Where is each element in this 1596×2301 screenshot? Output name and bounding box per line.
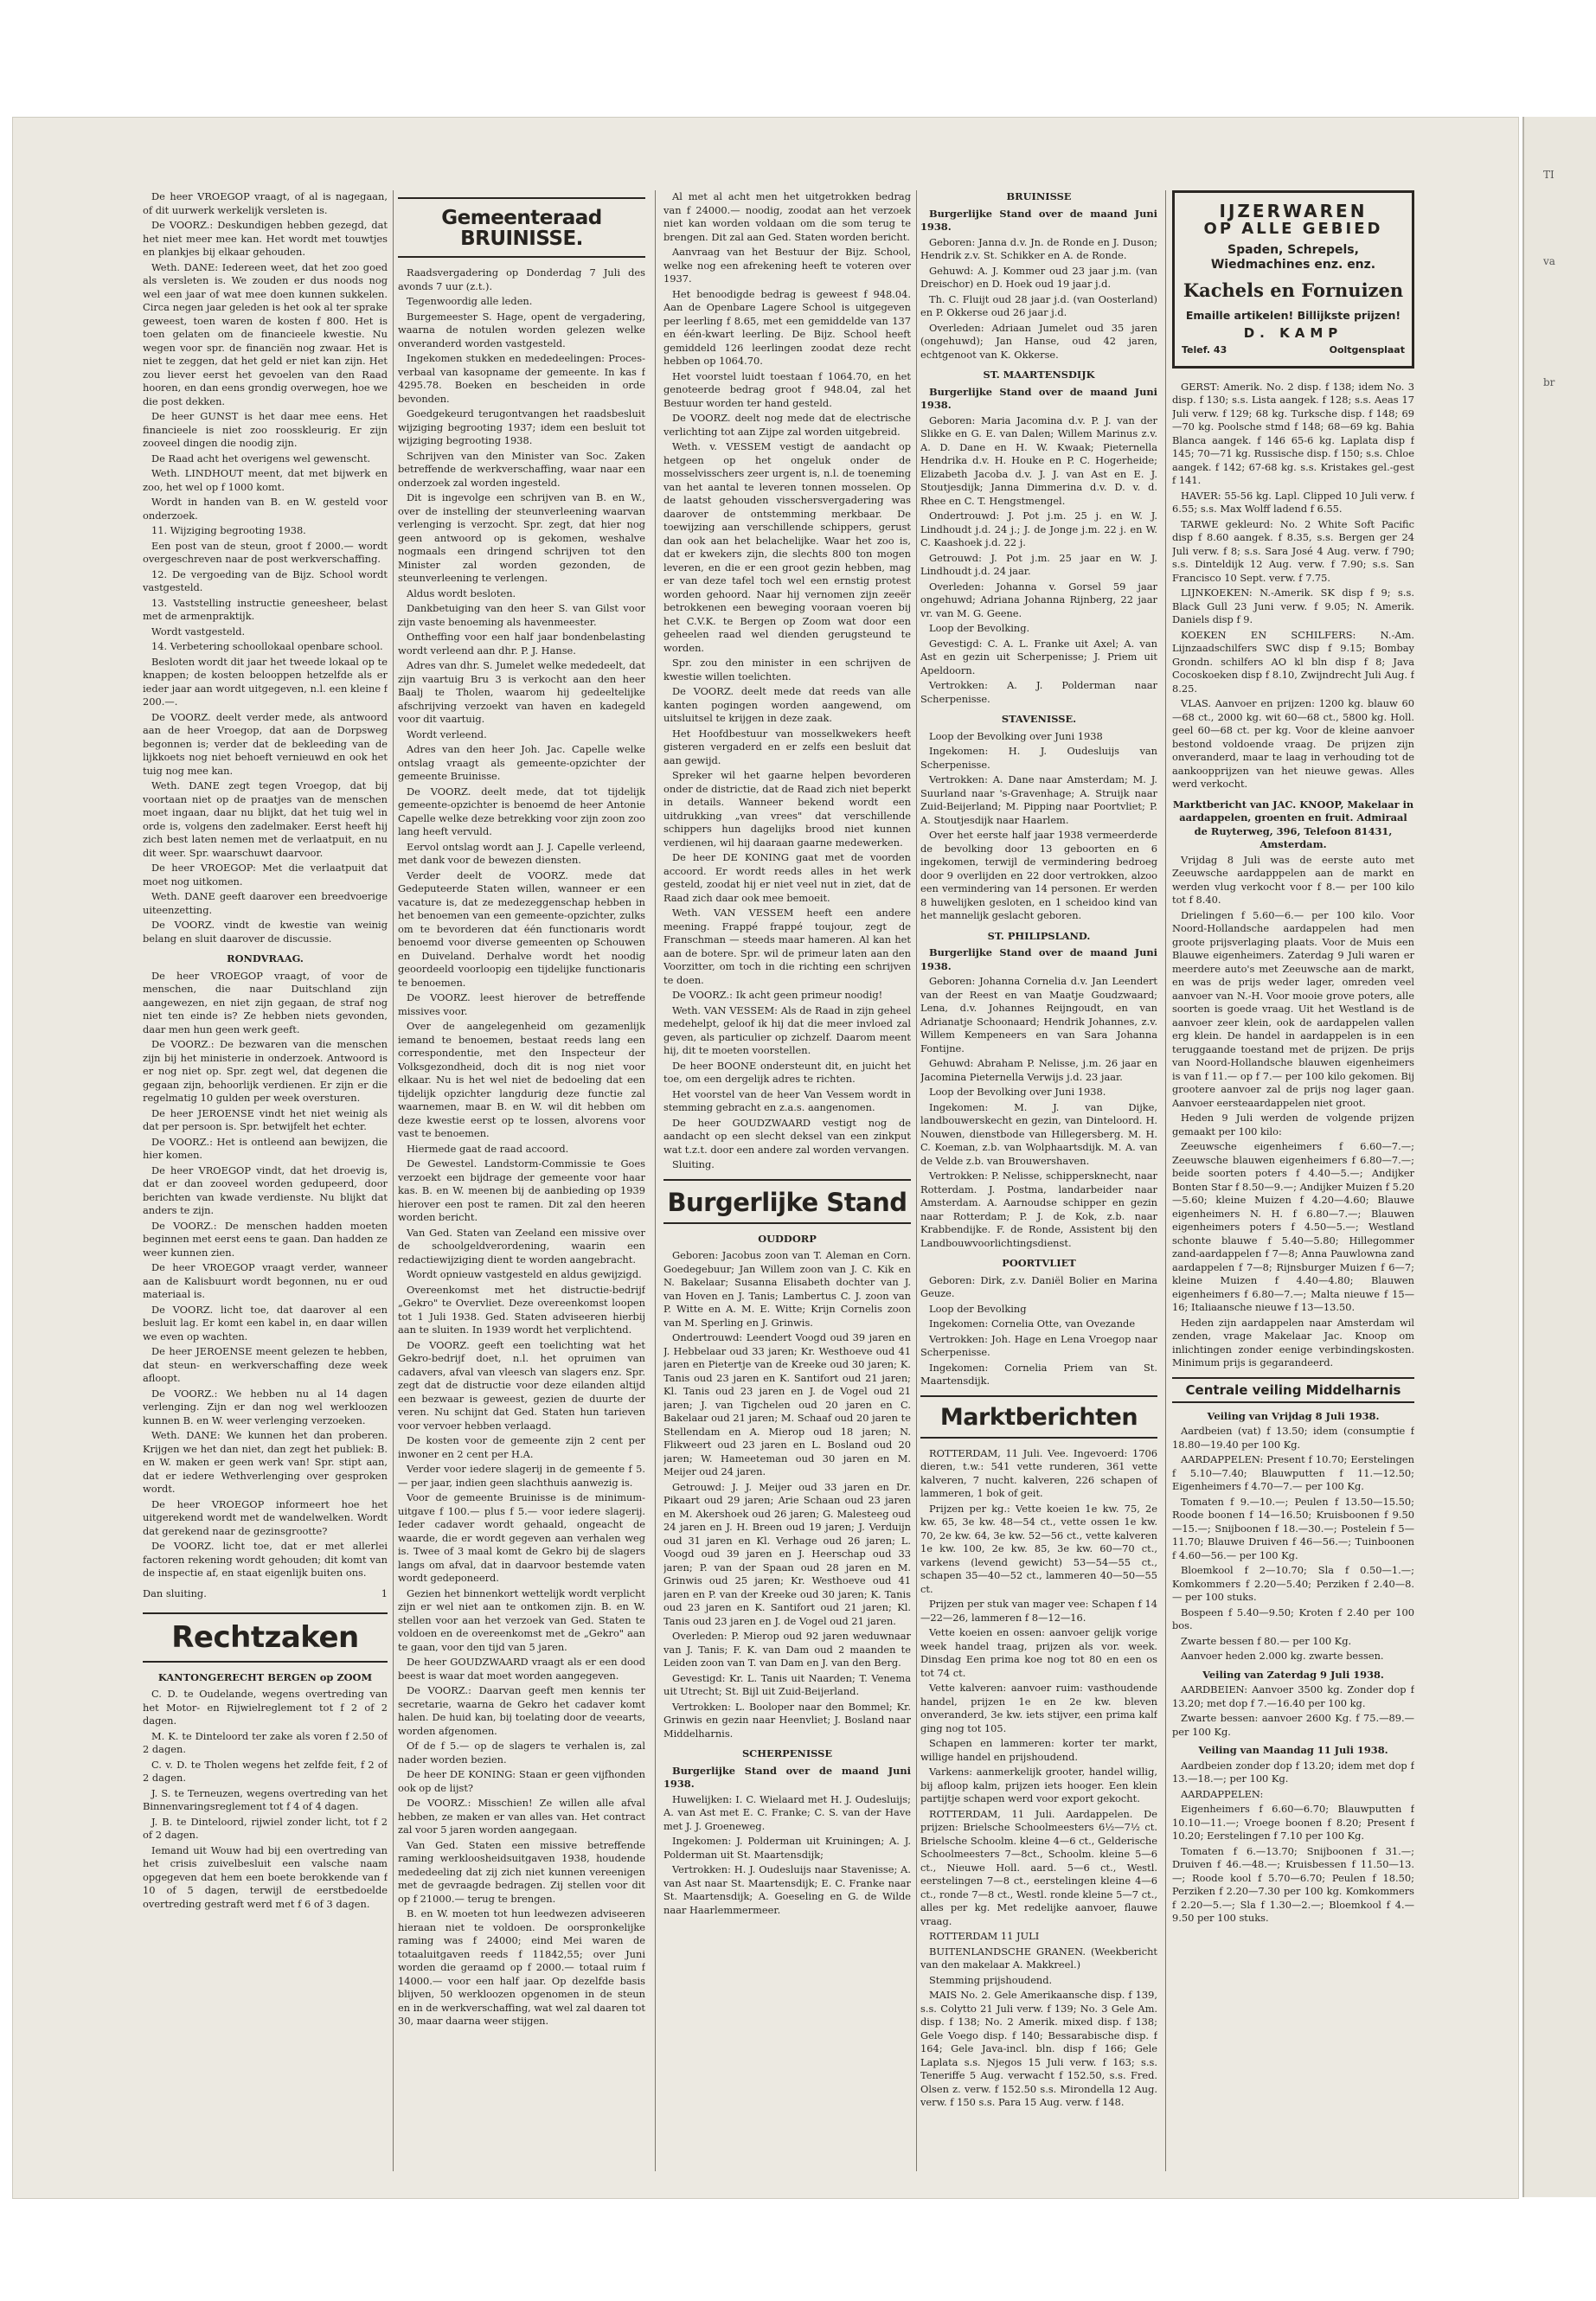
veiling-day-2: Veiling van Zaterdag 9 Juli 1938.: [1202, 1668, 1384, 1681]
paragraph: Hiermede gaat de raad accoord.: [407, 1142, 569, 1155]
paragraph: J. B. te Dinteloord, rijwiel zonder licht, tot f 2 of 2 dagen.: [143, 1815, 388, 1842]
gemeenteraad-body: [398, 266, 645, 2029]
paragraph: Ondertrouwd: Leendert Voogd oud 39 jaren en J. Hebbelaar oud 33 jaren; Kr. Westhoeve oud 41 jaren en Pietertje van de Kreeke oud 30 jaren; K. Tanis oud 23 jaren en K. Santifort oud 21 jaren; Kl. Tanis oud 23 jaren en J. de Vogel oud 21 jaren; J. van Tigchelen oud 20 jaren en C. Bakelaar oud 21 jaren; M. Schaaf oud 20 jaren te Stellendam en A. Mierop oud 18 jaren; N. Flikweert oud 23 jaren en L. Bosland oud 20 jaren; W. Hameeteman oud 30 jaren en M. Meijer oud 24 jaren.: [663, 1331, 911, 1478]
section-rule: [398, 256, 645, 258]
council-continuation: [143, 190, 388, 945]
paragraph: De VOORZ. deelt verder mede, als antwoord aan de heer Vroegop, dat aan de Dorpsweg begonnen is; verder dat de bekleeding van de lijkkoets nog niet behoeft vernieuwd en ook het tuig nog mee kan.: [143, 710, 388, 777]
paragraph: Een post van de steun, groot f 2000.— wordt overgeschreven naar de post werkverschaffing.: [143, 539, 388, 565]
paragraph: Van Ged. Staten een missive betreffende raming werkloosheidsuitgaven 1938, houdende mededeeling dat zij zich niet kunnen vereenigen met de gevraagde bedragen. Zij stellen voor dit op f 21000.— terug te brengen.: [398, 1838, 645, 1905]
section-rule: [920, 1395, 1157, 1397]
paragraph: De heer VROEGOP informeert hoe het uitgerekend wordt met de wandelwelken. Wordt dat gerekend naar de gezinsgrootte?: [143, 1497, 388, 1537]
stavenisse-body: [920, 730, 1157, 923]
paragraph: Het voorstel van de heer Van Vessem wordt in stemming gebracht en z.a.s. aangenomen.: [663, 1087, 911, 1113]
paragraph: De VOORZ. deelt mede, dat tot tijdelijk gemeente-opzichter is benoemd de heer Antonie Capelle welke deze betrekking voor zijn zoon zoo lang heeft vervuld.: [398, 785, 645, 838]
paragraph: De heer VROEGOP vraagt, of voor de menschen, die naar Duitschland zijn aangewezen, en niet zijn gegaan, de straf nog niet ten einde is? Ze hebben niets gevonden, daar men hun geen werk geeft.: [143, 969, 388, 1035]
paragraph: Eigenheimers f 6.60—6.70; Blauwputten f 10.10—11.—; Vroege boonen f 8.20; Present f 10.20; Eerstelingen f 7.10 per 100 Kg.: [1172, 1803, 1414, 1843]
paragraph: Tomaten f 6.—13.70; Snijboonen f 31.—; Druiven f 46.—48.—; Kruisbessen f 11.50—13.—; Roode kool f 5.70—6.70; Peulen f 18.50; Perziken f 2.20—7.30 per 100 kg. Komkommers f 2.20—5.—; Sla f 1.30—2.—; Bloemkool f 4.—9.50 per 100 stuks.: [1172, 1844, 1414, 1925]
adjacent-page-edge: [1522, 117, 1596, 2197]
paragraph: Over het eerste half jaar 1938 vermeerderde de bevolking door 13 geboorten en 6 ingekomen, terwijl de vermindering bedroeg door 9 overlijden en 22 door vertrokken, alzoo een vermindering van 14 personen. Er werden 8 huwelijken gesloten, en 1 scheidoo kind van het mannelijk geslacht geboren.: [920, 829, 1157, 921]
paragraph: De heer JEROENSE meent gelezen te hebben, dat steun- en werkverschaffing deze week afloopt.: [143, 1345, 388, 1384]
paragraph: Weth. v. VESSEM vestigt de aandacht op hetgeen op het ongeluk onder de mosselvisschers zeer urgent is, n.l. de toeneming van het aantal te leveren tonnen mosselen. Op de laatst gehouden visschersvergadering was daarover de ontstemming merkbaar. De toewijzing aan verschillende schippers, gerust dan ook aan het belachelijke. Waar het zoo is, dat er kwekers zijn, die slechts 800 ton mogen leveren, en die er een groot gezin hebben, mag er van deze tafel toch wel een ernstig protest worden gehoord. Naar hij vernomen zijn zeeër betrokkenen een beweging vooraan voeren bij het C.V.K. te Bergen op Zoom wat door een geheelen raad wel dienden gerugsteund te worden.: [663, 440, 911, 654]
paragraph: Goedgekeurd terugontvangen het raadsbesluit wijziging begrooting 1937; idem een besluit tot wijziging begrooting 1938.: [398, 407, 645, 447]
paragraph: De VOORZ.: De bezwaren van die menschen zijn bij het ministerie in onderzoek. Antwoord is er nog niet op. Spr. zegt wel, dat degenen die gegaan zijn, behoorlijk verdienen. Er zijn er die regelmatig 10 gulden per week oversturen.: [143, 1038, 388, 1104]
paragraph: J. S. te Terneuzen, wegens overtreding van het Binnenvaringsreglement tot f 4 of 4 dagen.: [143, 1786, 388, 1813]
poortvliet-body: [920, 1274, 1157, 1388]
philipsland-subheading: Burgerlijke Stand over de maand Juni 1938.: [920, 946, 1157, 972]
paragraph: Ingekomen: Cornelia Priem van St. Maartensdijk.: [920, 1361, 1157, 1387]
paragraph: De VOORZ. licht toe, dat daarover al een besluit lag. Er komt een kabel in, en daar willen we even op wachten.: [143, 1303, 388, 1343]
column-divider: [1165, 190, 1166, 2171]
philipsland-heading: ST. PHILIPSLAND.: [987, 929, 1091, 942]
paragraph: Dit is ingevolge een schrijven van B. en W., over de instelling der steunverleening waarvan verlenging is verzocht. Spr. zegt, dat hier nog geen antwoord op is gekomen, weshalve nogmaals een dringend schrijven tot den Minister zal worden gezonden, de steunverleening te verlengen.: [398, 491, 645, 585]
paragraph: Geboren: Maria Jacomina d.v. P. J. van der Slikke en G. E. van Dalen; Willem Marinus z.v. A. D. Dane en H. W. Kwaak; Pieternella Hendrika d.v. H. Houke en P. C. Hogerheide; Elizabeth Jacoba d.v. J. J. van Ast en E. J. Stoutjesdijk; Janna Dimmerina d.v. D. v. d. Rhee en C. T. Hengstmengel.: [920, 413, 1157, 507]
paragraph: KOEKEN EN SCHILFERS: N.-Am. Lijnzaadschilfers SWC disp f 9.15; Bombay Grondn. schilfers AO kl bln disp f 8; Java Cocoskoeken disp f 8.10, Zwijndrecht Juli Aug. f 8.25.: [1172, 628, 1414, 695]
paragraph: Tegenwoordig alle leden.: [407, 295, 533, 308]
paragraph: M. K. te Dinteloord ter zake als voren f 2.50 of 2 dagen.: [143, 1729, 388, 1756]
knoop-heading: Marktbericht van JAC. KNOOP, Makelaar in aardappelen, groenten en fruit. Admiraal de Ruyterweg, 396, Telefoon 81431, Amsterdam.: [1172, 798, 1414, 851]
paragraph: Overeenkomst met het distructie-bedrijf „Gekro" te Overvliet. Deze overeenkomst loopen tot 1 Juli 1938. Ged. Staten adviseeren hierbij aan te sluiten. In 1939 wordt het verplichtend.: [398, 1283, 645, 1336]
paragraph: De heer VROEGOP vraagt, of al is nagegaan, of dit uurwerk werkelijk versleten is.: [143, 190, 388, 216]
knoop-body: [1172, 854, 1414, 1370]
section-rule: [398, 197, 645, 199]
ad-products: Spaden, Schrepels, Wiedmachines enz. enz.: [1210, 242, 1376, 272]
paragraph: Sluiting.: [672, 1158, 715, 1170]
paragraph: De VOORZ. licht toe, dat er met allerlei factoren rekening wordt gehouden; dit komt van de inspectie af, en staat eigenlijk buiten ons.: [143, 1540, 388, 1579]
edge-fragment: va: [1543, 255, 1555, 267]
paragraph: Vertrokken: H. J. Oudesluijs naar Stavenisse; A. van Ast naar St. Maartensdijk; E. C. Franke naar St. Maartensdijk; A. Goeseling en G. de Wilde naar Haarlemmermeer.: [663, 1863, 911, 1916]
paragraph: Zeeuwsche eigenheimers f 6.60—7.—; Zeeuwsche blauwen eigenheimers f 6.80—7.—; beide soorten poters f 4.40—5.—; Andijker Bonten Star f 8.50—9.—; Andijker Muizen f 5.20—5.60; kleine Muizen f 4.20—4.60; Blauwe eigenheimers N. H. f 6.80—7.—; Blauwen eigenheimers poters f 4.50—5.—; Westland schonte blauwe f 5.40—5.80; Hillegommer zand-aardappelen f 7—8; Anna Pauwlowna zand aardappelen f 7—8; Rijnsburger Muizen f 6—7; kleine Muizen f 4.40—4.80; Blauwen eigenheimers f 6.80—7.—; Malta nieuwe f 15—16; Italiaansche nieuwe f 13—13.50.: [1172, 1140, 1414, 1314]
paragraph: 13. Vaststelling instructie geneesheer, belast met de armenpraktijk.: [143, 596, 388, 622]
kantongerecht-body: [143, 1688, 388, 1911]
paragraph: De VOORZ. vindt de kwestie van weinig belang en sluit daarover de discussie.: [143, 919, 388, 945]
scherpenisse-heading: SCHERPENISSE: [741, 1747, 833, 1760]
paragraph: De VOORZ.: De menschen hadden moeten beginnen met eerst eens te gaan. Dan hadden ze weer kunnen zien.: [143, 1219, 388, 1259]
paragraph: Gevestigd: Kr. L. Tanis uit Naarden; T. Venema uit Utrecht; St. Bijl uit Zuid-Beijerland.: [663, 1671, 911, 1698]
column-5: [1172, 190, 1414, 2180]
paragraph: Spr. zou den minister in een schrijven de kwestie willen toelichten.: [663, 657, 911, 683]
veiling-day-3: Veiling van Maandag 11 Juli 1938.: [1198, 1744, 1388, 1757]
paragraph: Prijzen per kg.: Vette koeien 1e kw. 75, 2e kw. 65, 3e kw. 48—54 ct., vette ossen 1e kw. 70, 2e kw. 64, 3e kw. 52—56 ct., vette kalveren 1e kw. 100, 2e kw. 85, 3e kw. 60—70 ct., varkens (levend gewicht) 53—54—55 ct., schapen 35—40—52 ct., lammeren 40—50—55 ct.: [920, 1502, 1157, 1595]
paragraph: Aardbeien (vat) f 13.50; idem (consumptie f 18.80—19.40 per 100 Kg.: [1172, 1425, 1414, 1451]
paragraph: De heer GOUDZWAARD vraagt als er een dood beest is waar dat moet worden aangegeven.: [398, 1656, 645, 1682]
paragraph: AARDBEIEN: Aanvoer 3500 kg. Zonder dop f 13.20; met dop f 7.—16.40 per 100 kg.: [1172, 1683, 1414, 1709]
paragraph: Prijzen per stuk van mager vee: Schapen f 14—22—26, lammeren f 8—12—16.: [920, 1598, 1157, 1624]
paragraph: Weth. DANE: We kunnen het dan proberen. Krijgen we het dan niet, dan zegt het publiek: B. en W. maken er geen werk van! Spr. stipt aan, dat er iedere Wethverlenging over gesproken wordt.: [143, 1429, 388, 1495]
column-divider: [916, 190, 917, 2171]
paragraph: C. v. D. te Tholen wegens het zelfde feit, f 2 of 2 dagen.: [143, 1758, 388, 1785]
paragraph: De heer DE KONING: Staan er geen vijfhonden ook op de lijst?: [398, 1768, 645, 1794]
paragraph: Loop der Bevolking over Juni 1938: [929, 729, 1103, 742]
paragraph: Vertrokken: P. Nelisse, schippersknecht, naar Rotterdam. J. Postma, landarbeider naar Amsterdam. A. Aarnoudse schipper en gezin naar Rotterdam; P. J. de Kok, z.b. naar Krabbendijke. F. de Ronde, Assistent bij den Landbouwvoorlichtingsdienst.: [920, 1170, 1157, 1249]
paragraph: C. D. te Oudelande, wegens overtreding van het Motor- en Rijwielreglement tot f 2 of 2 dagen.: [143, 1688, 388, 1727]
paragraph: Ontheffing voor een half jaar bondenbelasting wordt verleend aan dhr. P. J. Hanse.: [398, 631, 645, 657]
paragraph: Iemand uit Wouw had bij een overtreding van het crisis zuivelbesluit een valsche naam opgegeven dat hem een boete berokkende van f 10 of 5 dagen, terwijl de eerstbedoelde overtreding gestraft werd met f 6 of 3 dagen.: [143, 1843, 388, 1910]
paragraph: Wordt vastgesteld.: [151, 625, 246, 638]
paragraph: Ingekomen: J. Polderman uit Kruiningen; A. J. Polderman uit St. Maartensdijk;: [663, 1835, 911, 1861]
stmaartensdijk-heading: ST. MAARTENSDIJK: [983, 369, 1095, 381]
paragraph: Loop der Bevolking: [929, 1302, 1027, 1315]
paragraph: B. en W. moeten tot hun leedwezen adviseeren hieraan niet te voldoen. De oorspronkelijke raming was f 24000; eind Mei waren de totaaluitgaven reeds f 11842,55; over Juni worden die geraamd op f 2000.— totaal ruim f 14000.— voor een half jaar. Op dezelfde basis blijven, 50 werkloozen opgenomen in de steun en in de werkverschaffing, wat wel zal daaren tot 30, maar daarna weer stijgen.: [398, 1907, 645, 2028]
paragraph: ROTTERDAM, 11 Juli. Vee. Ingevoerd: 1706 dieren, t.w.: 541 vette runderen, 361 vette kalveren, 7 nucht. kalveren, 226 schapen of lammeren, 1 bok of geit.: [920, 1446, 1157, 1500]
paragraph: Tomaten f 9.—10.—; Peulen f 13.50—15.50; Roode boonen f 14—16.50; Kruisboonen f 9.50 —15.—; Snijboonen f 18.—30.—; Postelein f 5—11.70; Blauwe Druiven f 46—56.—; Tuinboonen f 4.60—56.— per 100 Kg.: [1172, 1495, 1414, 1561]
paragraph: Al met al acht men het uitgetrokken bedrag van f 24000.— noodig, zoodat aan het verzoek niet kan worden voldaan om die som terug te brengen. Dit zal aan Ged. Staten worden bericht.: [663, 190, 911, 243]
paragraph: Overleden: P. Mierop oud 92 jaren weduwnaar van J. Tanis; F. K. van Dam oud 2 maanden te Leiden zoon van T. van Dam en J. van den Berg.: [663, 1630, 911, 1670]
ad-contact: [1182, 344, 1405, 357]
paragraph: De VOORZ. deelt nog mede dat de electrische verlichting tot aan Zijpe zal worden uitgebreid.: [663, 412, 911, 438]
paragraph: Voor de gemeente Bruinisse is de minimum-uitgave f 100.— plus f 5.— voor iedere slagerij. Ieder cadaver wordt gehaald, ongeacht de waarde, die er wordt gegeven aan verhalen weg is. Twee of 3 maal komt de Gekro bij de slagers langs om afval, dat in daarvoor bestemde vaten wordt gedeponeerd.: [398, 1491, 645, 1585]
stmaartensdijk-subheading: Burgerlijke Stand over de maand Juni 1938.: [920, 385, 1157, 411]
scherpenisse-body: [663, 1793, 911, 1918]
paragraph: Het benoodigde bedrag is geweest f 948.04. Aan de Openbare Lagere School is uitgegeven per leerling f 8.65, met een gemiddelde van 137 en één-kwart leerling. De Bijz. School heeft gemiddeld 126 leerlingen zoodat deze recht hebben op 1064.70.: [663, 287, 911, 367]
ad-phone: Telef. 43: [1182, 343, 1227, 356]
column-4: [920, 190, 1157, 2180]
paragraph: De kosten voor de gemeente zijn 2 cent per inwoner en 2 cent per H.A.: [398, 1434, 645, 1460]
paragraph: Schrijven van den Minister van Soc. Zaken betreffende de werkverschaffing, waar naar een onderzoek zal worden ingesteld.: [398, 449, 645, 489]
edge-fragment: br: [1543, 376, 1555, 388]
paragraph: Aardbeien zonder dop f 13.20; idem met dop f 13.—18.—; per 100 Kg.: [1172, 1759, 1414, 1785]
paragraph: Ingekomen: H. J. Oudesluijs van Scherpenisse.: [920, 745, 1157, 771]
stavenisse-heading: STAVENISSE.: [1001, 713, 1077, 725]
ad-merchant: D. KAMP: [1243, 325, 1343, 342]
paragraph: Ondertrouwd: J. Pot j.m. 25 j. en W. J. Lindhoudt j.d. 24 j.; J. de Jonge j.m. 22 j. en W. C. Kaashoek j.d. 22 j.: [920, 510, 1157, 548]
section-rule: [663, 1222, 911, 1224]
paragraph: Wordt verleend.: [407, 727, 487, 740]
section-rule: [143, 1612, 388, 1614]
paragraph: De heer VROEGOP vindt, dat het droevig is, dat er dan zooveel worden gedupeerd, door berichten van kwade verdienste. Nu blijkt dat anders te zijn.: [143, 1163, 388, 1216]
section-rule: [663, 1179, 911, 1181]
paragraph: AARDAPPELEN: Present f 10.70; Eerstelingen f 5.10—7.40; Blauwputten f 11.—12.50; Eigenheimers f 4.70—7.— per 100 Kg.: [1172, 1453, 1414, 1493]
column-divider: [655, 190, 656, 2171]
veiling-day-1-body: [1172, 1425, 1414, 1663]
paragraph: Aanvraag van het Bestuur der Bijz. School, welke nog een afrekening heeft te voteren over 1937.: [663, 246, 911, 285]
veiling-day-2-body: [1172, 1683, 1414, 1739]
paragraph: Loop der Bevolking.: [929, 622, 1030, 634]
marktberichten-heading: Marktberichten: [939, 1403, 1138, 1431]
paragraph: Vette kalveren: aanvoer ruim: vasthoudende handel, prijzen 1e en 2e kw. bleven onveranderd, 3e kw. iets stijver, een prima kalf ging nog tot 105.: [920, 1682, 1157, 1734]
granen-body: [1172, 381, 1414, 792]
paragraph: Zwarte bessen: aanvoer 2600 Kg. f 75.—89.— per 100 Kg.: [1172, 1712, 1414, 1738]
paragraph: Aldus wordt besloten.: [407, 586, 516, 599]
paragraph: Getrouwd: J. Pot j.m. 25 jaar en W. J. Lindhoudt j.d. 24 jaar.: [920, 551, 1157, 577]
paragraph: ROTTERDAM 11 JULI: [929, 1930, 1040, 1943]
marktberichten-body: [920, 1447, 1157, 2110]
rechtzaken-heading: Rechtzaken: [171, 1620, 359, 1655]
paragraph: Schapen en lammeren: korter ter markt, willige handel en prijshoudend.: [920, 1737, 1157, 1763]
paragraph: Getrouwd: J. J. Meijer oud 33 jaren en Dr. Pikaart oud 29 jaren; Arie Schaan oud 23 jaren en M. Akershoek oud 26 jaren; G. Malesteeg oud 24 jaren en J. H. Breen oud 19 jaren; J. Verduijn oud 31 jaren en Kl. Verhage oud 26 jaren; L. Voogd oud 39 jaren en J. Heerschap oud 33 jaren; P. van der Spaan oud 28 jaren en M. Grinwis oud 25 jaren; Kr. Westhoeve oud 41 jaren en P. van der Kreeke oud 30 jaren; K. Tanis oud 23 jaren en K. Santifort oud 21 jaren; Kl. Tanis oud 23 jaren en J. de Vogel oud 21 jaren.: [663, 1480, 911, 1627]
paragraph: Geboren: Dirk, z.v. Daniël Bolier en Marina Geuze.: [920, 1273, 1157, 1299]
paragraph: Vertrokken: A. Dane naar Amsterdam; M. J. Suurland naar 's-Gravenhage; A. Struijk naar Zuid-Beijerland; M. Pipping naar Poortvliet; P. A. Stoutjesdijk naar Haarlem.: [920, 773, 1157, 826]
paragraph: De VOORZ. deelt mede dat reeds van alle kanten pogingen worden aangewend, om uitsluitsel te krijgen in deze zaak.: [663, 685, 911, 724]
paragraph: Adres van dhr. S. Jumelet welke mededeelt, dat zijn vaartuig Bru 3 is verkocht aan den heer Baalj te Tholen, waarom hij gedeeltelijke afschrijving verzoekt van haven en kadegeld voor dit vaartuig.: [398, 659, 645, 726]
paragraph: GERST: Amerik. No. 2 disp. f 138; idem No. 3 disp. f 130; s.s. Lista aangek. f 128; s.s. Aeas 17 Juli verw. f 129; 68 kg. Turksche disp. f 148; 69—70 kg. Poolsche stmd f 148; 68—69 kg. Bahia Blanca aangek. f 146 65-6 kg. Laplata disp f 145; 70—71 kg. Russische disp. f 150; s.s. Chloe aangek. f 142; 67-68 kg. s.s. Kristakes gel.-gest f 141.: [1172, 380, 1414, 487]
paragraph: Weth. DANE geeft daarover een breedvoerige uiteenzetting.: [143, 890, 388, 916]
paragraph: Varkens: aanmerkelijk grooter, handel willig, bij afloop kalm, prijzen iets hooger. Een klein partijtje schapen werd voor export gekocht.: [920, 1766, 1157, 1805]
paragraph: Vette koeien en ossen: aanvoer gelijk vorige week handel traag, prijzen als vor. week. Dinsdag Een prima koe nog tot 80 en een os tot 74 ct.: [920, 1626, 1157, 1679]
paragraph: Het Hoofdbestuur van mosselkwekers heeft gisteren vergaderd en er zelfs een besluit dat aan gewijd.: [663, 727, 911, 766]
paragraph: De heer GUNST is het daar mee eens. Het financieele is niet zoo roosskleurig. Er zijn zooveel dingen die noodig zijn.: [143, 410, 388, 449]
paragraph: Vertrokken: A. J. Polderman naar Scherpenisse.: [920, 679, 1157, 705]
paragraph: De heer VROEGOP vraagt verder, wanneer aan de Kalisbuurt wordt begonnen, nu er oud materiaal is.: [143, 1261, 388, 1300]
paragraph: De VOORZ.: Het is ontleend aan bewijzen, die hier komen.: [143, 1135, 388, 1161]
paragraph: HAVER: 55-56 kg. Lapl. Clipped 10 Juli verw. f 6.55; s.s. Max Wolff ladend f 6.55.: [1172, 489, 1414, 516]
paragraph: Weth. VAN VESSEM: Als de Raad in zijn geheel medehelpt, geloof ik hij dat die meer invloed zal geven, als particulier op zichzelf. Daarom meent hij, dit te moeten voorstellen.: [663, 1003, 911, 1056]
paragraph: De VOORZ.: Ik acht geen primeur noodig!: [672, 989, 883, 1001]
paragraph: Heden zijn aardappelen naar Amsterdam wil zenden, vrage Makelaar Jac. Knoop om inlichtingen zonder eenige verbindingskosten. Minimum prijs is gegarandeerd.: [1172, 1316, 1414, 1369]
paragraph: Weth. VAN VESSEM heeft een andere meening. Frappé frappé toujour, zegt de Franschman — steeds maar hameren. Al kan het aan de botere. Spr. wil de primeur laten aan den Voorzitter, om toch in die richting een schrijven te doen.: [663, 907, 911, 986]
paragraph: Stemming prijshoudend.: [929, 1973, 1053, 1986]
paragraph: De VOORZ. leest hierover de betreffende missives voor.: [398, 991, 645, 1017]
paragraph: Huwelijken: I. C. Wielaard met H. J. Oudesluijs; A. van Ast met E. C. Franke; C. S. van der Have met J. J. Groeneweg.: [663, 1792, 911, 1832]
paragraph: Of de f 5.— op de slagers te verhalen is, zal nader worden bezien.: [398, 1740, 645, 1766]
paragraph: Weth. DANE zegt tegen Vroegop, dat bij voortaan niet op de praatjes van de menschen moet ingaan, daar nu blijkt, dat het tuig wel in orde is, volgens den zadelmaker. Eerst heeft hij zich best laten nemen met de verlaatpuit, en nu dit weer. Spr. waarschuwt daarvoor.: [143, 779, 388, 859]
ad-headline-2: OP ALLE GEBIED: [1203, 220, 1383, 238]
ouddorp-body: [663, 1249, 911, 1740]
paragraph: De heer GOUDZWAARD vestigt nog de aandacht op een slecht deksel van een zinkput wat t.z.t. door een andere zal worden vervangen.: [663, 1116, 911, 1156]
sluiting-text: Dan sluiting.: [143, 1586, 207, 1599]
paragraph: Vertrokken: L. Booloper naar den Bommel; Kr. Grinwis en gezin naar Heenvliet; J. Bosland naar Middelharnis.: [663, 1700, 911, 1740]
paragraph: Wordt in handen van B. en W. gesteld voor onderzoek.: [143, 496, 388, 522]
paragraph: Drielingen f 5.60—6.— per 100 kilo. Voor Noord-Hollandsche aardappelen had men groote prijsverlaging plaats. Voor de Muis een Blauwe eigenheimers. Zaterdag 9 Juli waren er meerdere auto's met Zeeuwsche aan de markt, en was de prijs weder lager, omreden veel aanvoer van N.-H. Voor mooie grove poters, alle soorten is goede vraag. Uit het Westland is de aanvoer zeer klein, ook de aardappelen vallen erg klein. De handel in aardappelen is in een teruggaande toestand met de prijzen. De prijs van Noord-Hollandsche blauwen eigenheimers is van f 11.— op f 7.— per 100 kilo gekomen. Bij grootere aanvoer zal de prijs nog lager gaan. Aanvoer eersteaardappelen niet groot.: [1172, 908, 1414, 1109]
paragraph: De VOORZ.: Misschien! Ze willen alle afval hebben, ze maken er van alles van. Het contract zal voor 5 jaren worden aangegaan.: [398, 1797, 645, 1836]
paragraph: De VOORZ. geeft een toelichting wat het Gekro-bedrijf doet, n.l. het opruimen van cadavers, afval van vleesch van slagers enz. Spr. zegt dat de distructie voor deze eilanden altijd een bezwaar is geweest, gezien de duurte der veren. Nu schijnt dat Ged. Staten hun tarieven voor vervoer hebben verlaagd.: [398, 1338, 645, 1432]
veiling-heading: Centrale veiling Middelharnis: [1172, 1377, 1414, 1403]
paragraph: Ingekomen: Cornelia Otte, van Ovezande: [929, 1317, 1136, 1330]
paragraph: Adres van den heer Joh. Jac. Capelle welke ontslag vraagt als gemeente-opzichter der gemeente Bruinisse.: [398, 743, 645, 783]
paragraph: Zwarte bessen f 80.— per 100 Kg.: [1181, 1634, 1352, 1647]
paragraph: Bloemkool f 2—10.70; Sla f 0.50—1.—; Komkommers f 2.20—5.40; Perziken f 2.40—8.— per 100 stuks.: [1172, 1564, 1414, 1604]
sluiting-mark: 1: [381, 1586, 388, 1599]
paragraph: Eervol ontslag wordt aan J. J. Capelle verleend, met dank voor de bewezen diensten.: [398, 840, 645, 867]
paragraph: Aanvoer heden 2.000 kg. zwarte bessen.: [1181, 1650, 1384, 1663]
paragraph: De heer BOONE ondersteunt dit, en juicht het toe, om een dergelijk adres te richten.: [663, 1059, 911, 1085]
column-3: [663, 190, 911, 2180]
paragraph: LIJNKOEKEN: N.-Amerik. SK disp f 9; s.s. Black Gull 23 Juni verw. f 9.05; N. Amerik. Daniels disp f 9.: [1172, 586, 1414, 626]
paragraph: De VOORZ.: Deskundigen hebben gezegd, dat het niet meer mee kan. Het wordt met touwtjes en plankjes bij elkaar gehouden.: [143, 219, 388, 258]
paragraph: Gevestigd: C. A. L. Franke uit Axel; A. van Ast en gezin uit Scherpenisse; J. Priem uit Apeldoorn.: [920, 637, 1157, 676]
paragraph: Ingekomen: M. J. van Dijke, landbouwerskecht en gezin, van Dinteloord. H. Nouwen, dienstbode van Hillegersberg. M. H. C. Koeman, z.b. van Wolphaartsdijk. M. A. van de Velde z.b. van Brouwershaven.: [920, 1100, 1157, 1167]
paragraph: Besloten wordt dit jaar het tweede lokaal op te knappen; de kosten belooppen hetzelfde als er ieder jaar aan wordt uitgegeven, n.l. een kleine f 200.—.: [143, 655, 388, 708]
rondvraag-heading: RONDVRAAG.: [227, 952, 304, 965]
column-divider: [393, 190, 394, 2171]
bruinisse-subheading: Burgerlijke Stand over de maand Juni 1938.: [920, 207, 1157, 233]
scherpenisse-subheading: Burgerlijke Stand over de maand Juni 1938.: [663, 1764, 911, 1791]
paragraph: Vertrokken: Joh. Hage en Lena Vroegop naar Scherpenisse.: [920, 1332, 1157, 1358]
paragraph: Vrijdag 8 Juli was de eerste auto met Zeeuwsche aardapppelen aan de markt en werden vlug verkocht voor f 8.— per 100 kilo tot f 8.40.: [1172, 853, 1414, 907]
gemeenteraad-heading: Gemeenteraad BRUINISSE.: [441, 207, 602, 251]
paragraph: 14. Verbetering schoollokaal openbare school.: [151, 640, 383, 652]
paragraph: ROTTERDAM, 11 Juli. Aardappelen. De prijzen: Brielsche Schoolmeesters 6½—7½ ct. Brielsche Schoolm. kleine 4—6 ct., Gelderische Schoolmeesters 7—8ct., Schoolm. kleine 5—6 ct., Nieuwe Holl. aard. 5—6 ct., Westl. eerstelingen 7—8 ct., eerstelingen kleine 4—6 ct., ronde 7—8 ct., Westl. ronde kleine 5—7 ct., alles per kg. Met redelijke aanvoer, flauwe vraag.: [920, 1807, 1157, 1927]
paragraph: Loop der Bevolking over Juni 1938.: [929, 1086, 1106, 1098]
paragraph: Het voorstel luidt toestaan f 1064.70, en het genoteerde bedrag groot f 948.04, zal het Bestuur worden ter hand gesteld.: [663, 369, 911, 409]
rondvraag-body: [143, 970, 388, 1580]
edge-fragment: TI: [1543, 169, 1554, 181]
ad-headline: IJZERWAREN: [1219, 201, 1368, 221]
paragraph: Geboren: Johanna Cornelia d.v. Jan Leendert van der Reest en van Maatje Goudzwaard; Lena, d.v. Johannes Reijngoudt, en van Adrianatje Schoonaard; Hendrik Johannes, z.v. Willem Kempeneers en van Sara Johanna Fontijne.: [920, 975, 1157, 1054]
paragraph: Gehuwd: A. J. Kommer oud 23 jaar j.m. (van Dreischor) en D. Hoek oud 19 jaar j.d.: [920, 264, 1157, 290]
paragraph: Spreker wil het gaarne helpen bevorderen onder de districtie, dat de Raad zich niet beperkt in details. Wanneer bekend wordt een uitdrukking „van vrees" dat verschillende schippers hun dagelijks brood niet kunnen verdienen, wil hij daaraan gaarne medewerken.: [663, 769, 911, 849]
paragraph: AARDAPPELEN:: [1181, 1787, 1264, 1800]
bruinisse-body: [920, 236, 1157, 362]
paragraph: Bospeen f 5.40—9.50; Kroten f 2.40 per 100 bos.: [1172, 1606, 1414, 1632]
bruinisse-heading: BRUINISSE: [1006, 190, 1072, 202]
paragraph: De heer JEROENSE vindt het niet weinig als dat per persoon is. Spr. betwijfelt het echter.: [143, 1106, 388, 1132]
sluiting-line: [143, 1587, 388, 1601]
paragraph: Overleden: Johanna v. Gorsel 59 jaar ongehuwd; Adriana Johanna Rijnberg, 22 jaar vr. van M. G. Geene.: [920, 580, 1157, 619]
paragraph: Geboren: Janna d.v. Jn. de Ronde en J. Duson; Hendrik z.v. St. Schikker en A. de Ronde.: [920, 235, 1157, 261]
paragraph: VLAS. Aanvoer en prijzen: 1200 kg. blauw 60—68 ct., 2000 kg. wit 60—68 ct., 5800 kg. Holl. geel 60—68 ct. per kg. Voor de kleine aanvoer bestond voldoende vraag. De prijzen zijn onveranderd, maar te laag in verhouding tot de aankoopprijzen van het nieuwe gewas. Alles werd verkocht.: [1172, 697, 1414, 791]
paragraph: Th. C. Fluijt oud 28 jaar j.d. (van Oosterland) en P. Okkerse oud 26 jaar j.d.: [920, 292, 1157, 318]
paragraph: MAIS No. 2. Gele Amerikaansche disp. f 139, s.s. Colytto 21 Juli verw. f 139; No. 3 Gele Am. disp. f 138; No. 2 Amerik. mixed disp. f 138; Gele Voego disp. f 140; Bessarabische disp. f 164; Gele Java-incl. bln. disp f 166; Gele Laplata s.s. Njegos 15 Juli verw. f 163; s.s. Teneriffe 5 Aug. verwacht f 152.50, s.s. Fred. Olsen z. verw. f 152.50 s.s. Mirondella 12 Aug. verw. f 150 s.s. Para 15 Aug. verw. f 148.: [920, 1989, 1157, 2109]
burgerlijke-stand-heading: Burgerlijke Stand: [667, 1187, 907, 1217]
paragraph: Verder voor iedere slagerij in de gemeente f 5.— per jaar, indien geen slachthuis aanwezig is.: [398, 1463, 645, 1489]
raad-continuation: [663, 190, 911, 1172]
ouddorp-heading: OUDDORP: [758, 1232, 817, 1245]
paragraph: De VOORZ.: We hebben nu al 14 dagen verlenging. Zijn er dan nog wel werkloozen kunnen B. en W. weer verlenging verzoeken.: [143, 1387, 388, 1426]
paragraph: De Gewestel. Landstorm-Commissie te Goes verzoekt een bijdrage der gemeente voor haar kas. B. en W. meenen bij de aanbieding op 1939 hierover een post te ramen. Dit zal den heeren worden bericht.: [398, 1157, 645, 1224]
paragraph: Wordt opnieuw vastgesteld en aldus gewijzigd.: [407, 1268, 642, 1281]
paragraph: Weth. LINDHOUT meent, dat met bijwerk en zoo, het wel op f 1000 komt.: [143, 467, 388, 493]
paragraph: 11. Wijziging begrooting 1938.: [151, 524, 306, 536]
ad-kachels: Kachels en Fornuizen: [1183, 279, 1404, 302]
section-rule: [143, 1661, 388, 1663]
veiling-day-3-body: [1172, 1759, 1414, 1926]
paragraph: Verder deelt de VOORZ. mede dat Gedeputeerde Staten willen, wanneer er een vacature is, dat ze medezeggenschap hebben in het benoemen van een gemeente-opzichter, zulks om te bevorderen dat één functionaris wordt benoemd voor diverse gemeenten op Schouwen en Duiveland. Derhalve wordt het noodig geoordeeld voorloopig een tijdelijke functionaris te benoemen.: [398, 868, 645, 989]
paragraph: Geboren: Jacobus zoon van T. Aleman en Corn. Goedegebuur; Jan Willem zoon van J. C. Kik en N. Bakelaar; Susanna Elisabeth dochter van J. van Hoven en J. Tanis; Lambertus C. J. zoon van P. Witte en A. M. E. Witte; Krijn Cornelis zoon van M. Sperling en J. Grinwis.: [663, 1249, 911, 1329]
paragraph: Gezien het binnenkort wettelijk wordt verplicht zijn er wel niet aan te ontkomen zijn. B. en W. stellen voor aan het verzoek van Ged. Staten te voldoen en de overeenkomst met de „Gekro" aan te gaan, voor den tijd van 5 jaren.: [398, 1586, 645, 1653]
column-1: [143, 190, 388, 2180]
section-rule: [920, 1437, 1157, 1439]
paragraph: TARWE gekleurd: No. 2 White Soft Pacific disp f 8.60 aangek. f 8.35, s.s. Bergen ger 24 Juli verw. f 8; s.s. Sara José 4 Aug. verw. f 790; s.s. Dinteldijk 12 Aug. verw. f 7.90; s.s. San Francisco 10 Sept. verw. f 7.75.: [1172, 517, 1414, 584]
paragraph: Gehuwd: Abraham P. Nelisse, j.m. 26 jaar en Jacomina Pieternella Verwijs j.d. 23 jaar.: [920, 1057, 1157, 1083]
paragraph: De VOORZ.: Daarvan geeft men kennis ter secretarie, waarna de Gekro het cadaver komt halen. De huid kan, bij toelating door de veearts, worden afgenomen.: [398, 1684, 645, 1737]
paragraph: Over de aangelegenheid om gezamenlijk iemand te benoemen, bestaat reeds lang een correspondentie, met den Inspecteur der Volksgezondheid, doch dit is nog niet voor elkaar. Nu is het wel niet de bedoeling dat een tijdelijk opzichter langdurig deze functie zal waarnemen, maar B. en W. wil dit hebben om deze kwestie eerst op te lossen, alvorens voor vast te benoemen.: [398, 1020, 645, 1140]
paragraph: De heer DE KONING gaat met de voorden accoord. Er wordt reeds alles in het werk gesteld, zoodat hij er niet veel nut in ziet, dat de Raad zich daar ook mee bemoeit.: [663, 851, 911, 904]
paragraph: Ingekomen stukken en mededeelingen: Proces-verbaal van kasopname der gemeente. In kas f 4295.78. Boeken en bescheiden in orde bevonden.: [398, 352, 645, 405]
column-2: [398, 190, 645, 2180]
stmaartensdijk-body: [920, 414, 1157, 707]
paragraph: 12. De vergoeding van de Bijz. School wordt vastgesteld.: [143, 567, 388, 593]
paragraph: Overleden: Adriaan Jumelet oud 35 jaren (ongehuwd); Jan Hanse, oud 42 jaren, echtgenoot van K. Okkerse.: [920, 321, 1157, 361]
paragraph: Raadsvergadering op Donderdag 7 Juli des avonds 7 uur (z.t.).: [398, 266, 645, 292]
philipsland-body: [920, 975, 1157, 1250]
veiling-day-1: Veiling van Vrijdag 8 Juli 1938.: [1207, 1409, 1380, 1422]
ad-town: Ooltgensplaat: [1329, 343, 1405, 356]
paragraph: De heer VROEGOP: Met die verlaatpuit dat moet nog uitkomen.: [143, 862, 388, 888]
poortvliet-heading: POORTVLIET: [1002, 1257, 1076, 1269]
ijzerwaren-advertisement: [1172, 190, 1414, 369]
paragraph: Dankbetuiging van den heer S. van Gilst voor zijn vaste benoeming als havenmeester.: [398, 602, 645, 628]
kantongerecht-heading: KANTONGERECHT BERGEN op ZOOM: [157, 1670, 373, 1683]
paragraph: Burgemeester S. Hage, opent de vergadering, waarna de notulen worden gelezen welke onveranderd worden vastgesteld.: [398, 310, 645, 349]
paragraph: Van Ged. Staten van Zeeland een missive over de schoolgeldverordening, waarin een redactiewijziging dient te worden aangebracht.: [398, 1226, 645, 1266]
paragraph: BUITENLANDSCHE GRANEN. (Weekbericht van den makelaar A. Makkreel.): [920, 1945, 1157, 1971]
paragraph: Weth. DANE: Iedereen weet, dat het zoo goed als versleten is. We zouden er dus noods nog wel een jaar of wat mee doen kunnen sukkelen. Circa negen jaar geleden is het ook al ter sprake geweest, toen waren de kosten f 800. Het is toen gelaten om de financieele kwestie. Nu wegen voor spr. de financiën nog zwaar. Het is niet te zeggen, dat het geld er niet kan zijn. Het zou liever eerst het gevoelen van den Raad hooren, en dan eens grondig overwegen, hoe we die post dekken.: [143, 260, 388, 407]
paragraph: De Raad acht het overigens wel gewenscht.: [151, 452, 371, 465]
ad-emaille: Emaille artikelen! Billijkste prijzen!: [1185, 308, 1401, 322]
paragraph: Heden 9 Juli werden de volgende prijzen gemaakt per 100 kilo:: [1172, 1112, 1414, 1138]
